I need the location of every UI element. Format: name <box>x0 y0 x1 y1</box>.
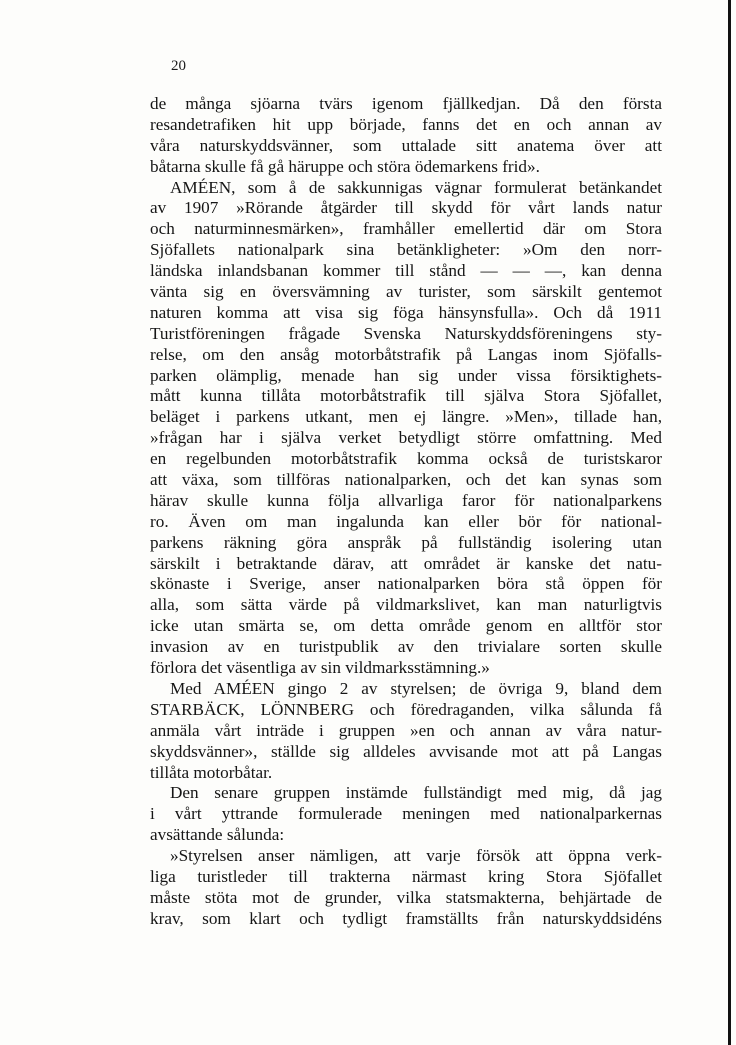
text-line: skyddsvänner», ställde sig alldeles avvisande mot att på Langas <box>150 741 662 761</box>
text-line: de många sjöarna tvärs igenom fjällkedjan. Då den första <box>150 94 662 113</box>
text-line: beläget i parkens utkant, men ej längre. »Men», tillade han, <box>150 407 662 427</box>
text-line: STARBÄCK, LÖNNBERG och föredraganden, vilka sålunda få <box>150 699 662 719</box>
text-line: relse, om den ansåg motorbåtstrafik på Langas inom Sjöfalls- <box>150 344 662 364</box>
text-line: skönaste i Sverige, anser nationalparken böra stå öppen för <box>150 574 662 594</box>
text-line: båtarna skulle få gå häruppe och störa ödemarkens frid». <box>150 156 540 176</box>
text-line: Sjöfallets nationalpark sina betänkligheter: »Om den norr- <box>150 240 662 260</box>
text-line: tillåta motorbåtar. <box>150 762 273 782</box>
text-line: parkens räkning göra anspråk på fullständig isolering utan <box>150 532 662 552</box>
text-line: liga turistleder till trakterna närmast kring Stora Sjöfallet <box>150 866 662 886</box>
text-line: särskilt i betraktande därav, att området är kanske det natu- <box>150 553 662 573</box>
page-number: 20 <box>171 58 186 74</box>
text-line: härav skulle kunna följa allvarliga faror för nationalparkens <box>150 490 662 510</box>
text-line: »Styrelsen anser nämligen, att varje försök att öppna verk- <box>170 846 662 866</box>
text-line: Med AMÉEN gingo 2 av styrelsen; de övriga 9, bland dem <box>170 678 662 698</box>
text-line: »frågan har i själva verket betydligt större omfattning. Med <box>150 428 662 448</box>
text-line: och naturminnesmärken», framhåller emellertid där om Stora <box>150 219 662 239</box>
text-line: i vårt yttrande formulerade meningen med nationalparkernas <box>150 804 662 824</box>
text-line: Den senare gruppen instämde fullständigt med mig, då jag <box>170 783 662 803</box>
text-line: ländska inlandsbanan kommer till stånd — — —, kan denna <box>150 261 662 281</box>
text-line: förlora det väsentliga av sin vildmarksstämning.» <box>150 658 490 678</box>
text-line: AMÉEN, som å de sakkunnigas vägnar formulerat betänkandet <box>170 177 662 197</box>
text-line: invasion av en turistpublik av den trivialare sorten skulle <box>150 637 662 657</box>
text-line: parken olämplig, menade han sig under vissa försiktighets- <box>150 365 662 385</box>
body-text <box>150 94 662 930</box>
text-line: våra naturskyddsvänner, som uttalade sitt anatema över att <box>150 135 662 155</box>
text-line: resandetrafiken hit upp började, fanns det en och annan av <box>150 114 662 134</box>
text-line: Turistföreningen frågade Svenska Naturskyddsföreningens sty- <box>150 323 662 343</box>
text-line: måste stöta mot de grunder, vilka statsmakterna, behjärtade de <box>150 887 662 907</box>
text-line: anmäla vårt inträde i gruppen »en och annan av våra natur- <box>150 720 662 740</box>
text-line: en regelbunden motorbåtstrafik komma också de turistskaror <box>150 449 662 469</box>
text-line: alla, som sätta värde på vildmarkslivet, kan man naturligtvis <box>150 595 662 615</box>
text-line: naturen komma att visa sig föga hänsynsfulla». Och då 1911 <box>150 302 662 322</box>
text-line: vänta sig en översvämning av turister, som särskilt gentemot <box>150 282 662 302</box>
text-line: ro. Även om man ingalunda kan eller bör för national- <box>150 511 662 531</box>
text-line: avsättande sålunda: <box>150 825 285 845</box>
page-edge-rule <box>728 0 731 1045</box>
text-line: mått kunna tillåta motorbåtstrafik till själva Stora Sjöfallet, <box>150 386 662 406</box>
text-line: krav, som klart och tydligt framställts från naturskyddsidéns <box>150 908 662 928</box>
text-line: av 1907 »Rörande åtgärder till skydd för vårt lands natur <box>150 198 662 218</box>
text-line: att växa, som tillföras nationalparken, och det kan synas som <box>150 470 662 490</box>
text-line: icke utan smärta se, om detta område genom en alltför stor <box>150 616 662 636</box>
